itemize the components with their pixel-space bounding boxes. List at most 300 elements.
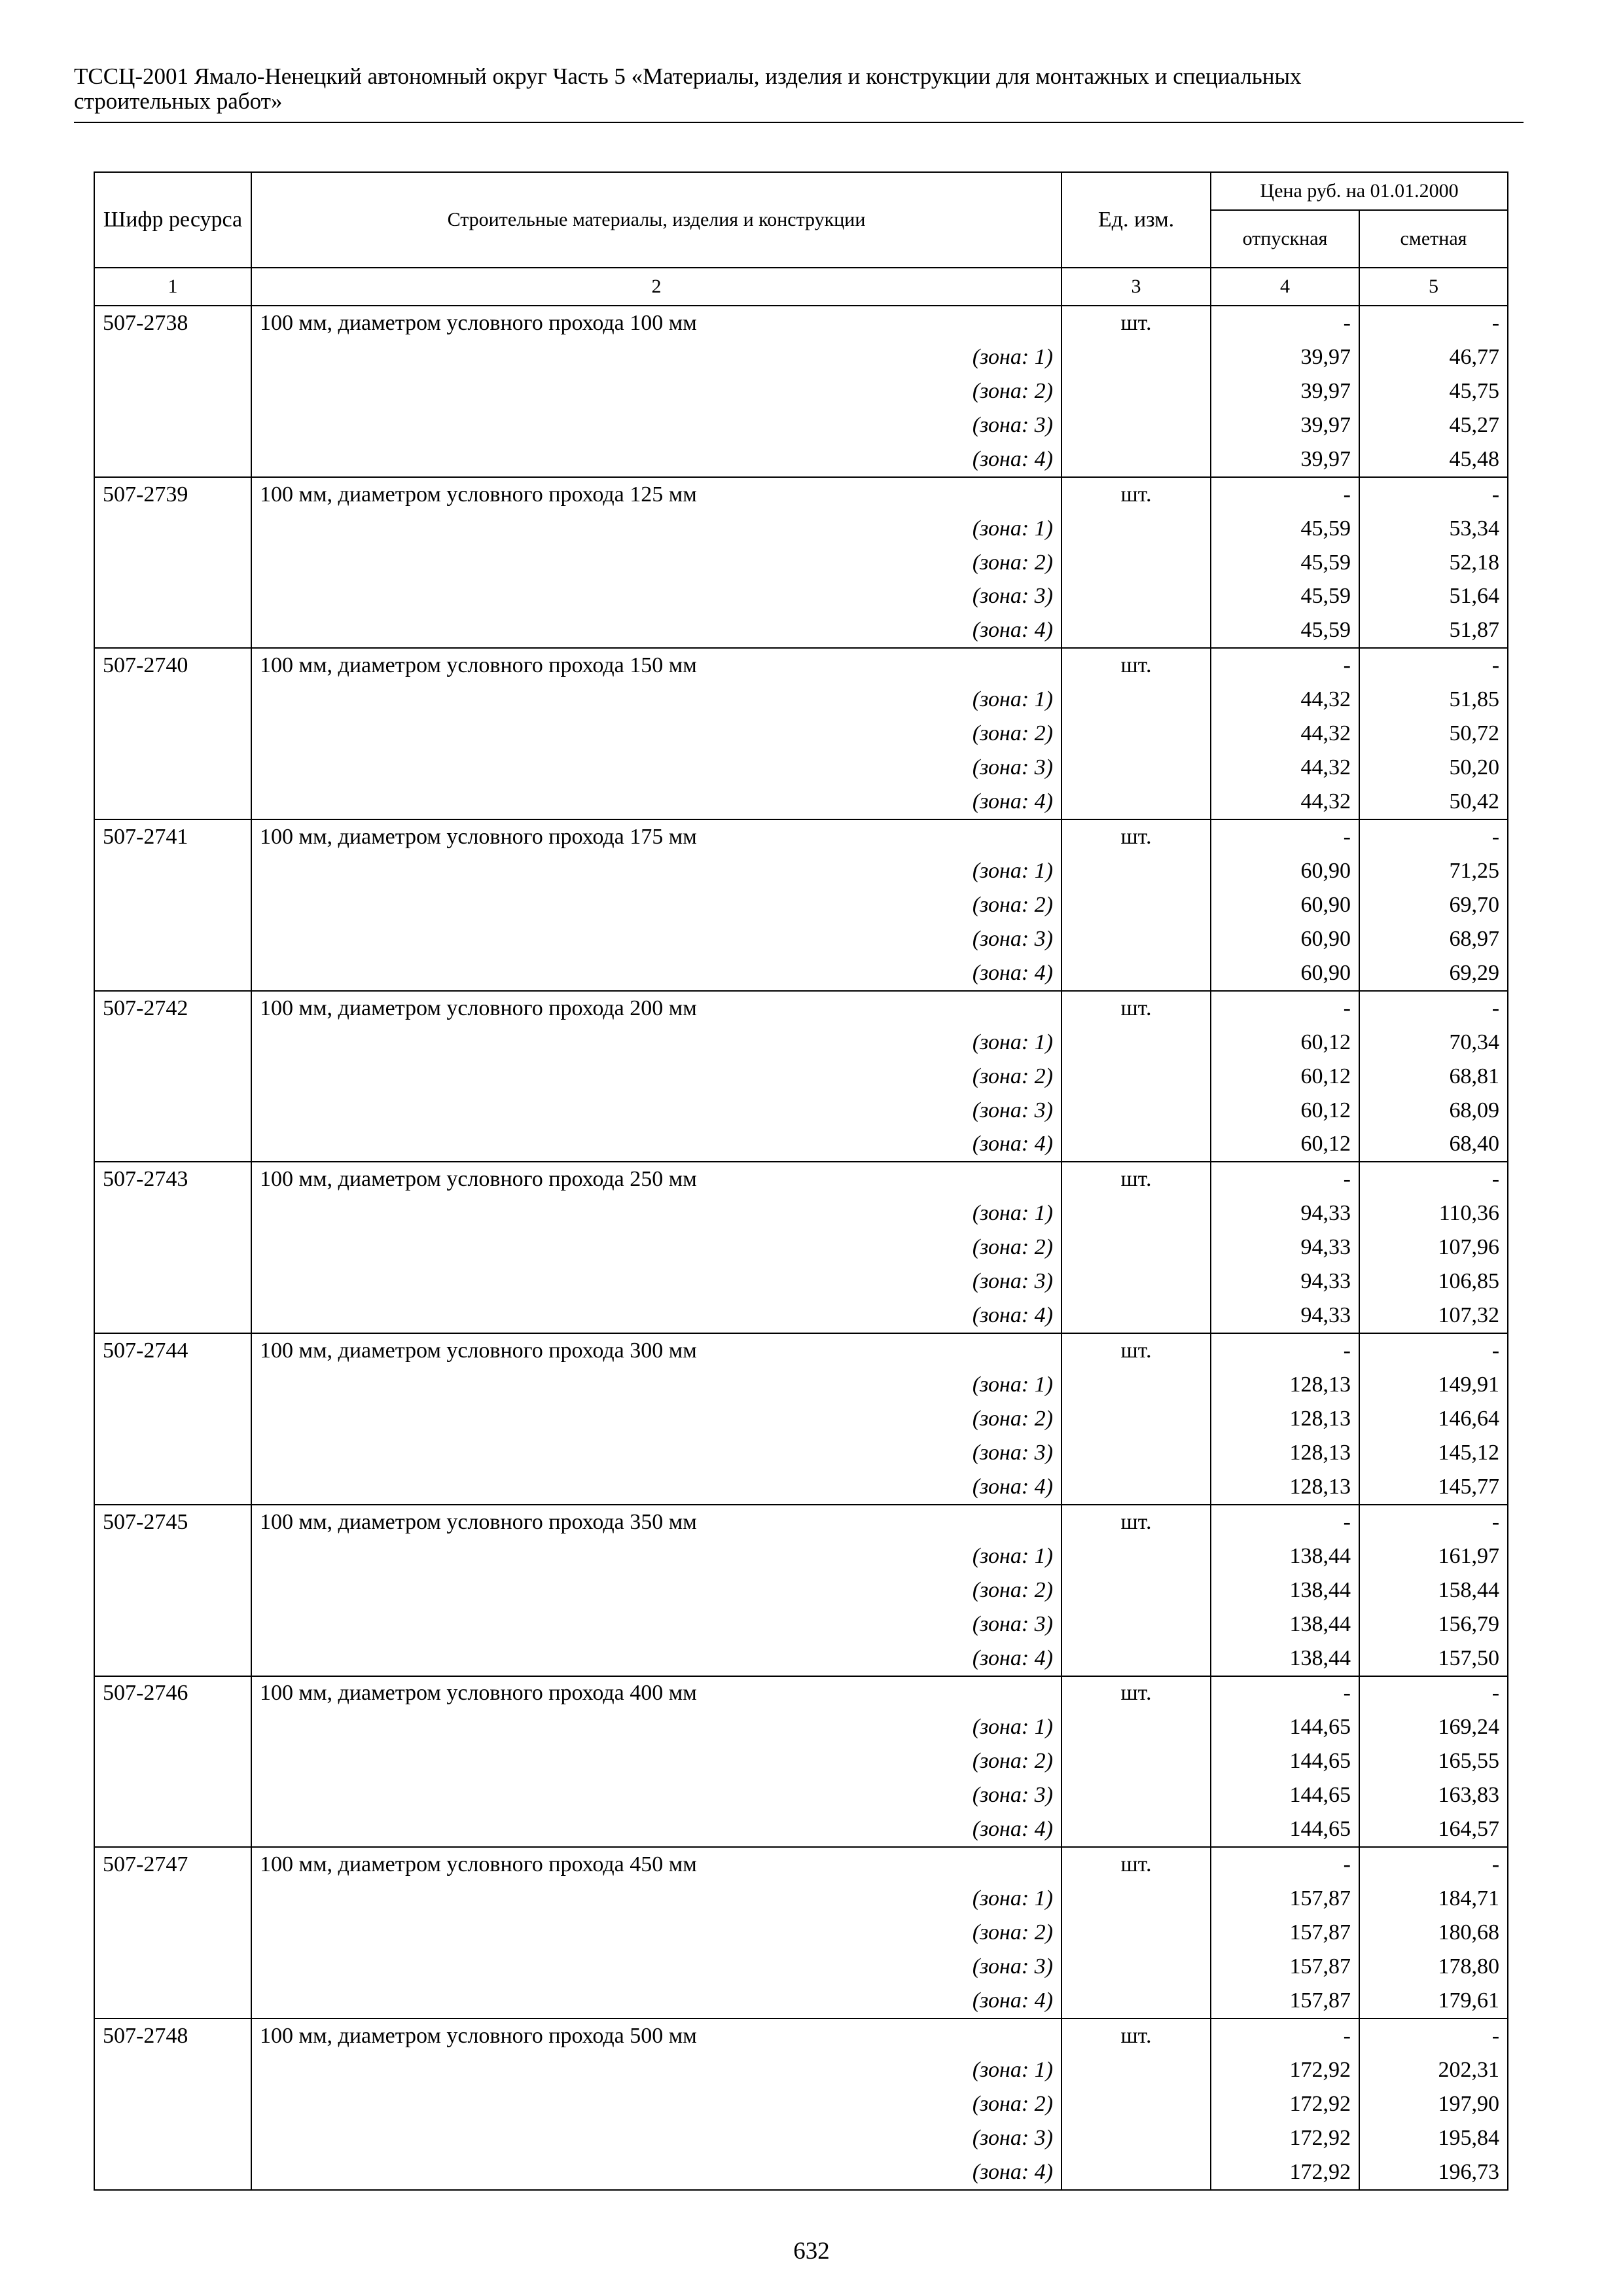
zone-label: (зона: 4) xyxy=(251,1984,1061,2018)
zone-estimate-price: 45,75 xyxy=(1359,374,1508,408)
unit-cell: шт. xyxy=(1061,477,1211,512)
zone-row xyxy=(94,1368,1508,1402)
zone-label: (зона: 1) xyxy=(251,512,1061,546)
zone-row xyxy=(94,751,1508,785)
resource-code: 507-2741 xyxy=(94,819,251,854)
zone-release-price: 144,65 xyxy=(1211,1710,1359,1744)
zone-row xyxy=(94,1470,1508,1505)
estimate-price-cell: - xyxy=(1359,1333,1508,1368)
zone-release-price: 128,13 xyxy=(1211,1436,1359,1470)
table-row xyxy=(94,1847,1508,1882)
zone-row xyxy=(94,1436,1508,1470)
table-row xyxy=(94,306,1508,340)
table-row xyxy=(94,1676,1508,1711)
empty-cell xyxy=(1061,442,1211,477)
zone-release-price: 60,12 xyxy=(1211,1094,1359,1128)
empty-cell xyxy=(94,1710,251,1744)
release-price-cell: - xyxy=(1211,991,1359,1026)
zone-release-price: 94,33 xyxy=(1211,1265,1359,1299)
zone-estimate-price: 165,55 xyxy=(1359,1744,1508,1778)
resource-code: 507-2747 xyxy=(94,1847,251,1882)
zone-row xyxy=(94,922,1508,956)
release-price-cell: - xyxy=(1211,648,1359,683)
zone-estimate-price: 196,73 xyxy=(1359,2155,1508,2190)
zone-release-price: 157,87 xyxy=(1211,1916,1359,1950)
zone-release-price: 39,97 xyxy=(1211,374,1359,408)
zone-estimate-price: 145,77 xyxy=(1359,1470,1508,1505)
empty-cell xyxy=(1061,1916,1211,1950)
empty-cell xyxy=(1061,1950,1211,1984)
zone-row xyxy=(94,956,1508,991)
empty-cell xyxy=(1061,1812,1211,1847)
zone-label: (зона: 2) xyxy=(251,1916,1061,1950)
zone-label: (зона: 1) xyxy=(251,340,1061,374)
empty-cell xyxy=(94,512,251,546)
empty-cell xyxy=(1061,1984,1211,2018)
zone-release-price: 39,97 xyxy=(1211,340,1359,374)
header-title-line-1: ТССЦ-2001 Ямало-Ненецкий автономный округ Часть 5 «Материалы, изделия и конструкции для монтажных и специальных xyxy=(74,63,1302,89)
material-name: 100 мм, диаметром условного прохода 300 мм xyxy=(251,1333,1061,1368)
zone-estimate-price: 146,64 xyxy=(1359,1402,1508,1436)
zone-release-price: 44,32 xyxy=(1211,751,1359,785)
zone-release-price: 60,12 xyxy=(1211,1026,1359,1060)
zone-label: (зона: 3) xyxy=(251,922,1061,956)
material-name: 100 мм, диаметром условного прохода 350 мм xyxy=(251,1505,1061,1539)
zone-row xyxy=(94,580,1508,614)
empty-cell xyxy=(1061,751,1211,785)
zone-release-price: 172,92 xyxy=(1211,2155,1359,2190)
empty-cell xyxy=(94,1573,251,1607)
zone-estimate-price: 45,27 xyxy=(1359,408,1508,442)
release-price-cell: - xyxy=(1211,819,1359,854)
resource-code: 507-2744 xyxy=(94,1333,251,1368)
zone-label: (зона: 3) xyxy=(251,1265,1061,1299)
zone-release-price: 45,59 xyxy=(1211,580,1359,614)
zone-label: (зона: 1) xyxy=(251,1882,1061,1916)
material-name: 100 мм, диаметром условного прохода 250 мм xyxy=(251,1162,1061,1196)
zone-release-price: 44,32 xyxy=(1211,717,1359,751)
estimate-price-cell: - xyxy=(1359,1162,1508,1196)
estimate-price-cell: - xyxy=(1359,1505,1508,1539)
zone-label: (зона: 3) xyxy=(251,1094,1061,1128)
empty-cell xyxy=(94,1607,251,1641)
empty-cell xyxy=(94,1744,251,1778)
release-price-cell: - xyxy=(1211,1676,1359,1711)
zone-estimate-price: 70,34 xyxy=(1359,1026,1508,1060)
zone-label: (зона: 1) xyxy=(251,2053,1061,2087)
zone-label: (зона: 4) xyxy=(251,1299,1061,1333)
empty-cell xyxy=(94,1984,251,2018)
zone-release-price: 138,44 xyxy=(1211,1607,1359,1641)
empty-cell xyxy=(1061,1882,1211,1916)
zone-release-price: 60,90 xyxy=(1211,888,1359,922)
zone-row xyxy=(94,2155,1508,2190)
zone-label: (зона: 3) xyxy=(251,1607,1061,1641)
zone-label: (зона: 2) xyxy=(251,1060,1061,1094)
unit-cell: шт. xyxy=(1061,1162,1211,1196)
release-price-cell: - xyxy=(1211,1333,1359,1368)
table-row xyxy=(94,1505,1508,1539)
zone-row xyxy=(94,1950,1508,1984)
resource-code: 507-2743 xyxy=(94,1162,251,1196)
empty-cell xyxy=(94,546,251,580)
zone-label: (зона: 2) xyxy=(251,546,1061,580)
resource-code: 507-2739 xyxy=(94,477,251,512)
zone-estimate-price: 71,25 xyxy=(1359,854,1508,888)
zone-label: (зона: 2) xyxy=(251,1402,1061,1436)
zone-row xyxy=(94,683,1508,717)
zone-label: (зона: 4) xyxy=(251,2155,1061,2190)
zone-estimate-price: 178,80 xyxy=(1359,1950,1508,1984)
empty-cell xyxy=(1061,1230,1211,1265)
zone-estimate-price: 52,18 xyxy=(1359,546,1508,580)
zone-row xyxy=(94,888,1508,922)
empty-cell xyxy=(94,888,251,922)
table-row xyxy=(94,1162,1508,1196)
resource-code: 507-2742 xyxy=(94,991,251,1026)
zone-release-price: 45,59 xyxy=(1211,512,1359,546)
column-number: 1 xyxy=(94,268,251,306)
zone-release-price: 144,65 xyxy=(1211,1778,1359,1812)
price-table xyxy=(94,171,1508,2191)
empty-cell xyxy=(94,785,251,819)
zone-row xyxy=(94,1882,1508,1916)
column-header-estimate-price: сметная xyxy=(1359,210,1508,268)
zone-estimate-price: 149,91 xyxy=(1359,1368,1508,1402)
zone-release-price: 44,32 xyxy=(1211,785,1359,819)
empty-cell xyxy=(94,1128,251,1162)
zone-label: (зона: 1) xyxy=(251,1368,1061,1402)
zone-release-price: 172,92 xyxy=(1211,2053,1359,2087)
empty-cell xyxy=(1061,1744,1211,1778)
empty-cell xyxy=(94,956,251,991)
column-number: 2 xyxy=(251,268,1061,306)
table-row xyxy=(94,1333,1508,1368)
zone-estimate-price: 68,81 xyxy=(1359,1060,1508,1094)
zone-label: (зона: 3) xyxy=(251,1436,1061,1470)
zone-row xyxy=(94,1916,1508,1950)
empty-cell xyxy=(1061,1539,1211,1573)
release-price-cell: - xyxy=(1211,1847,1359,1882)
zone-release-price: 39,97 xyxy=(1211,442,1359,477)
zone-estimate-price: 51,87 xyxy=(1359,613,1508,648)
release-price-cell: - xyxy=(1211,1505,1359,1539)
zone-label: (зона: 1) xyxy=(251,1196,1061,1230)
zone-label: (зона: 4) xyxy=(251,1128,1061,1162)
zone-row xyxy=(94,546,1508,580)
zone-row xyxy=(94,1744,1508,1778)
unit-cell: шт. xyxy=(1061,1333,1211,1368)
zone-label: (зона: 1) xyxy=(251,1026,1061,1060)
empty-cell xyxy=(1061,1436,1211,1470)
zone-label: (зона: 4) xyxy=(251,1641,1061,1676)
column-number: 4 xyxy=(1211,268,1359,306)
zone-release-price: 94,33 xyxy=(1211,1299,1359,1333)
zone-estimate-price: 106,85 xyxy=(1359,1265,1508,1299)
unit-cell: шт. xyxy=(1061,1676,1211,1711)
resource-code: 507-2740 xyxy=(94,648,251,683)
empty-cell xyxy=(1061,340,1211,374)
zone-estimate-price: 179,61 xyxy=(1359,1984,1508,2018)
empty-cell xyxy=(1061,854,1211,888)
empty-cell xyxy=(94,1470,251,1505)
material-name: 100 мм, диаметром условного прохода 450 мм xyxy=(251,1847,1061,1882)
zone-label: (зона: 2) xyxy=(251,1573,1061,1607)
estimate-price-cell: - xyxy=(1359,306,1508,340)
unit-cell: шт. xyxy=(1061,1505,1211,1539)
zone-release-price: 157,87 xyxy=(1211,1950,1359,1984)
zone-row xyxy=(94,1196,1508,1230)
unit-cell: шт. xyxy=(1061,306,1211,340)
zone-release-price: 172,92 xyxy=(1211,2087,1359,2121)
zone-estimate-price: 50,42 xyxy=(1359,785,1508,819)
zone-estimate-price: 202,31 xyxy=(1359,2053,1508,2087)
estimate-price-cell: - xyxy=(1359,1676,1508,1711)
empty-cell xyxy=(94,1230,251,1265)
zone-estimate-price: 107,96 xyxy=(1359,1230,1508,1265)
resource-code: 507-2748 xyxy=(94,2018,251,2053)
zone-label: (зона: 4) xyxy=(251,1470,1061,1505)
empty-cell xyxy=(94,1368,251,1402)
empty-cell xyxy=(94,2087,251,2121)
table-row xyxy=(94,648,1508,683)
empty-cell xyxy=(94,751,251,785)
zone-row xyxy=(94,1094,1508,1128)
zone-release-price: 94,33 xyxy=(1211,1196,1359,1230)
table-row xyxy=(94,819,1508,854)
empty-cell xyxy=(1061,408,1211,442)
zone-label: (зона: 3) xyxy=(251,1950,1061,1984)
empty-cell xyxy=(94,374,251,408)
zone-estimate-price: 51,64 xyxy=(1359,580,1508,614)
zone-estimate-price: 50,20 xyxy=(1359,751,1508,785)
zone-label: (зона: 1) xyxy=(251,1710,1061,1744)
material-name: 100 мм, диаметром условного прохода 500 мм xyxy=(251,2018,1061,2053)
unit-cell: шт. xyxy=(1061,991,1211,1026)
zone-label: (зона: 3) xyxy=(251,1778,1061,1812)
empty-cell xyxy=(1061,956,1211,991)
zone-release-price: 138,44 xyxy=(1211,1539,1359,1573)
column-number: 5 xyxy=(1359,268,1508,306)
zone-row xyxy=(94,340,1508,374)
table-body xyxy=(94,306,1508,2190)
zone-estimate-price: 157,50 xyxy=(1359,1641,1508,1676)
zone-release-price: 44,32 xyxy=(1211,683,1359,717)
column-header-release-price: отпускная xyxy=(1211,210,1359,268)
zone-label: (зона: 4) xyxy=(251,442,1061,477)
column-header-price-group: Цена руб. на 01.01.2000 xyxy=(1211,172,1508,210)
empty-cell xyxy=(94,340,251,374)
empty-cell xyxy=(1061,1778,1211,1812)
material-name: 100 мм, диаметром условного прохода 175 мм xyxy=(251,819,1061,854)
zone-row xyxy=(94,717,1508,751)
empty-cell xyxy=(94,922,251,956)
empty-cell xyxy=(94,1882,251,1916)
zone-row xyxy=(94,1778,1508,1812)
empty-cell xyxy=(94,1778,251,1812)
material-name: 100 мм, диаметром условного прохода 125 мм xyxy=(251,477,1061,512)
estimate-price-cell: - xyxy=(1359,477,1508,512)
zone-row xyxy=(94,785,1508,819)
empty-cell xyxy=(94,442,251,477)
zone-label: (зона: 4) xyxy=(251,785,1061,819)
empty-cell xyxy=(94,1299,251,1333)
estimate-price-cell: - xyxy=(1359,991,1508,1026)
estimate-price-cell: - xyxy=(1359,1847,1508,1882)
zone-release-price: 144,65 xyxy=(1211,1744,1359,1778)
zone-label: (зона: 3) xyxy=(251,580,1061,614)
empty-cell xyxy=(1061,1710,1211,1744)
zone-estimate-price: 68,97 xyxy=(1359,922,1508,956)
material-name: 100 мм, диаметром условного прохода 400 мм xyxy=(251,1676,1061,1711)
zone-release-price: 60,12 xyxy=(1211,1128,1359,1162)
empty-cell xyxy=(1061,1607,1211,1641)
material-name: 100 мм, диаметром условного прохода 200 мм xyxy=(251,991,1061,1026)
unit-cell: шт. xyxy=(1061,648,1211,683)
zone-release-price: 157,87 xyxy=(1211,1984,1359,2018)
zone-estimate-price: 164,57 xyxy=(1359,1812,1508,1847)
zone-row xyxy=(94,512,1508,546)
empty-cell xyxy=(94,2121,251,2155)
zone-row xyxy=(94,1607,1508,1641)
empty-cell xyxy=(94,613,251,648)
zone-row xyxy=(94,854,1508,888)
zone-label: (зона: 2) xyxy=(251,1744,1061,1778)
zone-row xyxy=(94,1060,1508,1094)
zone-estimate-price: 53,34 xyxy=(1359,512,1508,546)
empty-cell xyxy=(94,717,251,751)
empty-cell xyxy=(1061,512,1211,546)
zone-row xyxy=(94,613,1508,648)
table-row xyxy=(94,991,1508,1026)
page-number: 632 xyxy=(793,2238,830,2265)
zone-row xyxy=(94,1539,1508,1573)
empty-cell xyxy=(1061,1573,1211,1607)
empty-cell xyxy=(1061,888,1211,922)
zone-label: (зона: 2) xyxy=(251,888,1061,922)
empty-cell xyxy=(94,1916,251,1950)
zone-row xyxy=(94,1984,1508,2018)
zone-release-price: 128,13 xyxy=(1211,1470,1359,1505)
release-price-cell: - xyxy=(1211,1162,1359,1196)
column-header-code: Шифр ресурса xyxy=(94,172,251,268)
zone-row xyxy=(94,2087,1508,2121)
empty-cell xyxy=(94,1402,251,1436)
zone-estimate-price: 180,68 xyxy=(1359,1916,1508,1950)
zone-estimate-price: 107,32 xyxy=(1359,1299,1508,1333)
table-row xyxy=(94,477,1508,512)
zone-label: (зона: 1) xyxy=(251,854,1061,888)
zone-release-price: 60,90 xyxy=(1211,922,1359,956)
empty-cell xyxy=(94,580,251,614)
zone-row xyxy=(94,1573,1508,1607)
zone-release-price: 60,90 xyxy=(1211,956,1359,991)
empty-cell xyxy=(94,1539,251,1573)
zone-estimate-price: 169,24 xyxy=(1359,1710,1508,1744)
zone-estimate-price: 68,09 xyxy=(1359,1094,1508,1128)
column-header-name: Строительные материалы, изделия и конструкции xyxy=(251,172,1061,268)
zone-release-price: 128,13 xyxy=(1211,1402,1359,1436)
zone-release-price: 138,44 xyxy=(1211,1573,1359,1607)
table-row xyxy=(94,2018,1508,2053)
empty-cell xyxy=(94,1436,251,1470)
empty-cell xyxy=(1061,1299,1211,1333)
zone-row xyxy=(94,1026,1508,1060)
empty-cell xyxy=(1061,785,1211,819)
empty-cell xyxy=(94,683,251,717)
zone-estimate-price: 110,36 xyxy=(1359,1196,1508,1230)
zone-row xyxy=(94,442,1508,477)
zone-estimate-price: 45,48 xyxy=(1359,442,1508,477)
zone-row xyxy=(94,408,1508,442)
zone-estimate-price: 161,97 xyxy=(1359,1539,1508,1573)
zone-release-price: 45,59 xyxy=(1211,546,1359,580)
empty-cell xyxy=(1061,374,1211,408)
zone-release-price: 94,33 xyxy=(1211,1230,1359,1265)
column-number: 3 xyxy=(1061,268,1211,306)
zone-release-price: 138,44 xyxy=(1211,1641,1359,1676)
zone-release-price: 45,59 xyxy=(1211,613,1359,648)
zone-label: (зона: 2) xyxy=(251,374,1061,408)
unit-cell: шт. xyxy=(1061,2018,1211,2053)
zone-estimate-price: 46,77 xyxy=(1359,340,1508,374)
zone-release-price: 60,90 xyxy=(1211,854,1359,888)
empty-cell xyxy=(1061,2087,1211,2121)
zone-row xyxy=(94,1402,1508,1436)
zone-row xyxy=(94,1299,1508,1333)
empty-cell xyxy=(1061,2121,1211,2155)
zone-label: (зона: 1) xyxy=(251,1539,1061,1573)
release-price-cell: - xyxy=(1211,306,1359,340)
empty-cell xyxy=(1061,1265,1211,1299)
zone-estimate-price: 69,70 xyxy=(1359,888,1508,922)
material-name: 100 мм, диаметром условного прохода 100 мм xyxy=(251,306,1061,340)
estimate-price-cell: - xyxy=(1359,648,1508,683)
empty-cell xyxy=(94,1641,251,1676)
zone-estimate-price: 197,90 xyxy=(1359,2087,1508,2121)
empty-cell xyxy=(94,408,251,442)
zone-row xyxy=(94,2121,1508,2155)
zone-label: (зона: 4) xyxy=(251,956,1061,991)
zone-estimate-price: 184,71 xyxy=(1359,1882,1508,1916)
material-name: 100 мм, диаметром условного прохода 150 мм xyxy=(251,648,1061,683)
zone-label: (зона: 3) xyxy=(251,408,1061,442)
zone-release-price: 60,12 xyxy=(1211,1060,1359,1094)
empty-cell xyxy=(94,1812,251,1847)
zone-row xyxy=(94,1230,1508,1265)
empty-cell xyxy=(94,1060,251,1094)
zone-estimate-price: 163,83 xyxy=(1359,1778,1508,1812)
zone-release-price: 144,65 xyxy=(1211,1812,1359,1847)
zone-estimate-price: 69,29 xyxy=(1359,956,1508,991)
empty-cell xyxy=(1061,1026,1211,1060)
empty-cell xyxy=(1061,717,1211,751)
header-divider xyxy=(74,122,1524,123)
zone-label: (зона: 2) xyxy=(251,2087,1061,2121)
empty-cell xyxy=(1061,1094,1211,1128)
zone-label: (зона: 4) xyxy=(251,613,1061,648)
zone-row xyxy=(94,2053,1508,2087)
resource-code: 507-2745 xyxy=(94,1505,251,1539)
empty-cell xyxy=(1061,1402,1211,1436)
zone-estimate-price: 50,72 xyxy=(1359,717,1508,751)
empty-cell xyxy=(1061,1128,1211,1162)
empty-cell xyxy=(1061,1641,1211,1676)
empty-cell xyxy=(94,1265,251,1299)
zone-label: (зона: 2) xyxy=(251,1230,1061,1265)
empty-cell xyxy=(94,2053,251,2087)
empty-cell xyxy=(1061,613,1211,648)
